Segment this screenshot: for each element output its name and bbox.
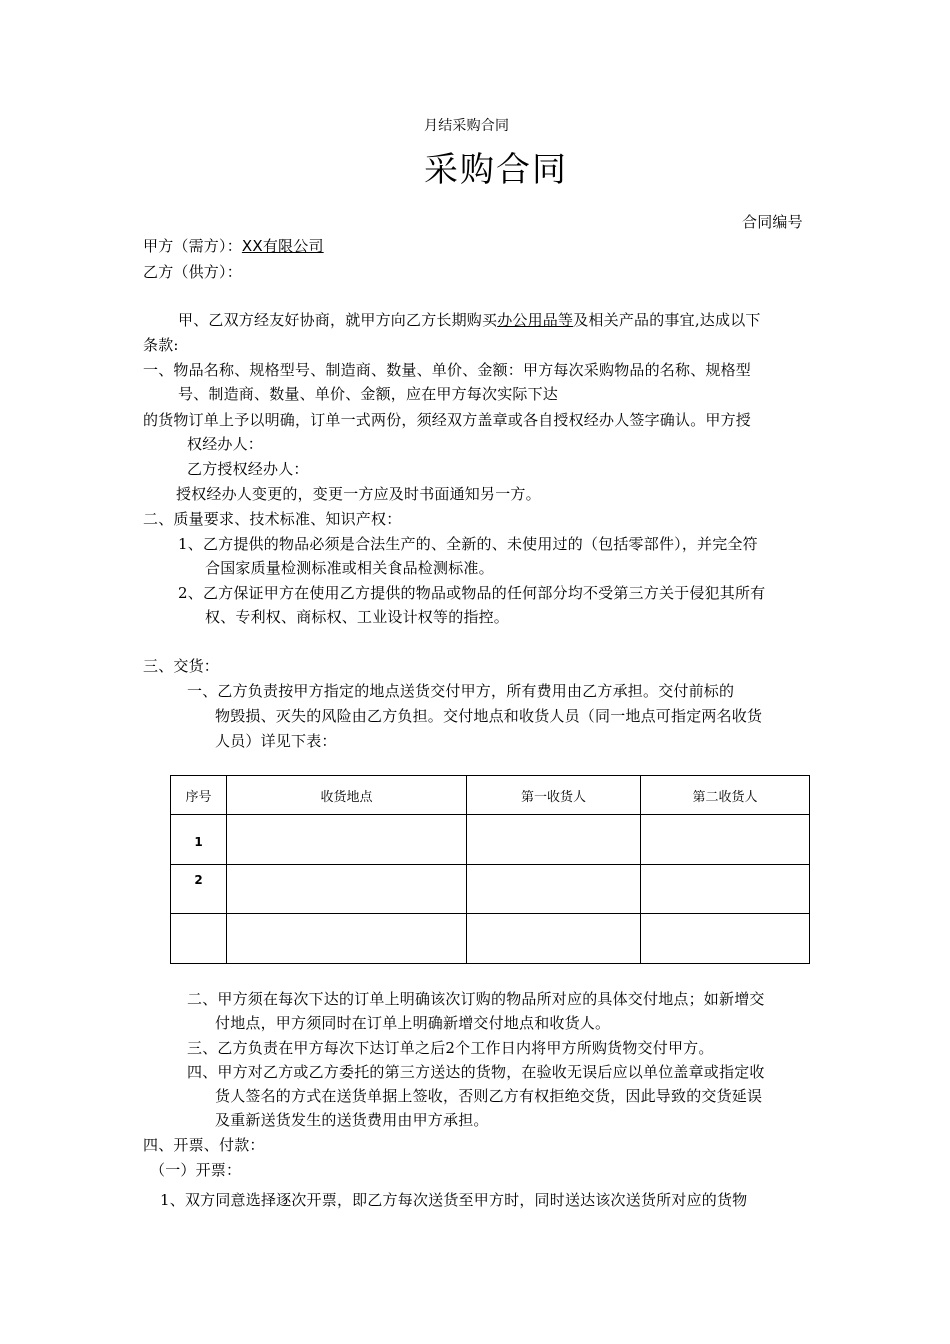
intro-goods: 办公用品等	[497, 311, 574, 329]
party-a-label: 甲方（需方）：	[143, 237, 242, 255]
section-3-p2-line-2: 付地点，甲方须同时在订单上明确新增交付地点和收货人。	[215, 1014, 611, 1032]
section-1-line-2: 号、制造商、数量、单价、金额，应在甲方每次实际下达	[178, 385, 559, 403]
section-2-title: 二、质量要求、技术标准、知识产权：	[143, 510, 402, 528]
table-row	[171, 865, 810, 914]
section-2-p1-line-2: 合国家质量检测标准或相关食品检测标准。	[205, 559, 494, 577]
section-3-p4-line-1: 四、甲方对乙方或乙方委托的第三方送达的货物，在验收无误后应以单位盖章或指定收	[187, 1063, 765, 1081]
table-cell	[641, 865, 810, 914]
section-4-title: 四、开票、付款：	[143, 1136, 265, 1154]
section-3-p1-line-1: 一、乙方负责按甲方指定的地点送货交付甲方，所有费用由乙方承担。交付前标的	[187, 682, 735, 700]
table-cell: 2	[171, 865, 227, 914]
section-1-line-4: 权经办人：	[187, 435, 264, 453]
table-cell	[641, 815, 810, 865]
document-title: 采购合同	[424, 150, 568, 190]
table-header-row	[171, 776, 810, 815]
delivery-table	[170, 775, 810, 964]
section-3-p3-line-1: 三、乙方负责在甲方每次下达订单之后2个工作日内将甲方所购货物交付甲方。	[187, 1039, 714, 1057]
section-1-line-1: 一、物品名称、规格型号、制造商、数量、单价、金额：甲方每次采购物品的名称、规格型	[143, 361, 752, 379]
document-subtitle: 月结采购合同	[424, 118, 510, 134]
table-row	[171, 914, 810, 964]
table-header-cell: 序号	[171, 776, 227, 815]
table-cell	[641, 914, 810, 964]
table-header-cell: 第一收货人	[467, 776, 641, 815]
section-1-line-3: 的货物订单上予以明确，订单一式两份，须经双方盖章或各自授权经办人签字确认。甲方授	[143, 411, 752, 429]
table-row	[171, 815, 810, 865]
section-4-p1-line-1: 1、双方同意选择逐次开票，即乙方每次送货至甲方时，同时送达该次送货所对应的货物	[160, 1191, 748, 1209]
party-b-label: 乙方（供方）：	[143, 263, 242, 281]
section-3-p4-line-2: 货人签名的方式在送货单据上签收，否则乙方有权拒绝交货，因此导致的交货延误	[215, 1087, 763, 1105]
section-3-p1-line-3: 人员）详见下表：	[215, 732, 337, 750]
table-cell	[467, 815, 641, 865]
table-cell	[467, 914, 641, 964]
section-3-title: 三、交货：	[143, 657, 220, 675]
section-1-line-6: 授权经办人变更的，变更一方应及时书面通知另一方。	[176, 485, 541, 503]
contract-number-label: 合同编号	[742, 213, 803, 231]
table-cell: 1	[171, 815, 227, 865]
section-3-p4-line-3: 及重新送货发生的送货费用由甲方承担。	[215, 1111, 489, 1129]
party-a-line	[143, 236, 324, 256]
section-3-p2-line-1: 二、甲方须在每次下达的订单上明确该次订购的物品所对应的具体交付地点；如新增交	[187, 990, 765, 1008]
intro-text-1: 甲、乙双方经友好协商，就甲方向乙方长期购买	[178, 311, 498, 329]
section-1-line-5: 乙方授权经办人：	[187, 460, 309, 478]
section-2-p2-line-2: 权、专利权、商标权、工业设计权等的指控。	[205, 608, 510, 626]
table-cell	[467, 865, 641, 914]
section-4-subtitle: （一）开票：	[150, 1161, 242, 1179]
table-header-cell: 收货地点	[227, 776, 467, 815]
table-cell	[227, 865, 467, 914]
table-cell	[227, 815, 467, 865]
intro-paragraph	[178, 310, 761, 330]
table-cell	[171, 914, 227, 964]
section-2-p1-line-1: 1、乙方提供的物品必须是合法生产的、全新的、未使用过的（包括零部件），并完全符	[178, 535, 758, 553]
party-a-name: XX有限公司	[241, 237, 324, 255]
section-2-p2-line-1: 2、乙方保证甲方在使用乙方提供的物品或物品的任何部分均不受第三方关于侵犯其所有	[178, 584, 766, 602]
intro-text-3: 条款:	[143, 336, 179, 354]
table-header-cell: 第二收货人	[641, 776, 810, 815]
section-3-p1-line-2: 物毁损、灭失的风险由乙方负担。交付地点和收货人员（同一地点可指定两名收货	[215, 707, 763, 725]
table-cell	[227, 914, 467, 964]
intro-text-2: 及相关产品的事宜,达成以下	[573, 311, 761, 329]
